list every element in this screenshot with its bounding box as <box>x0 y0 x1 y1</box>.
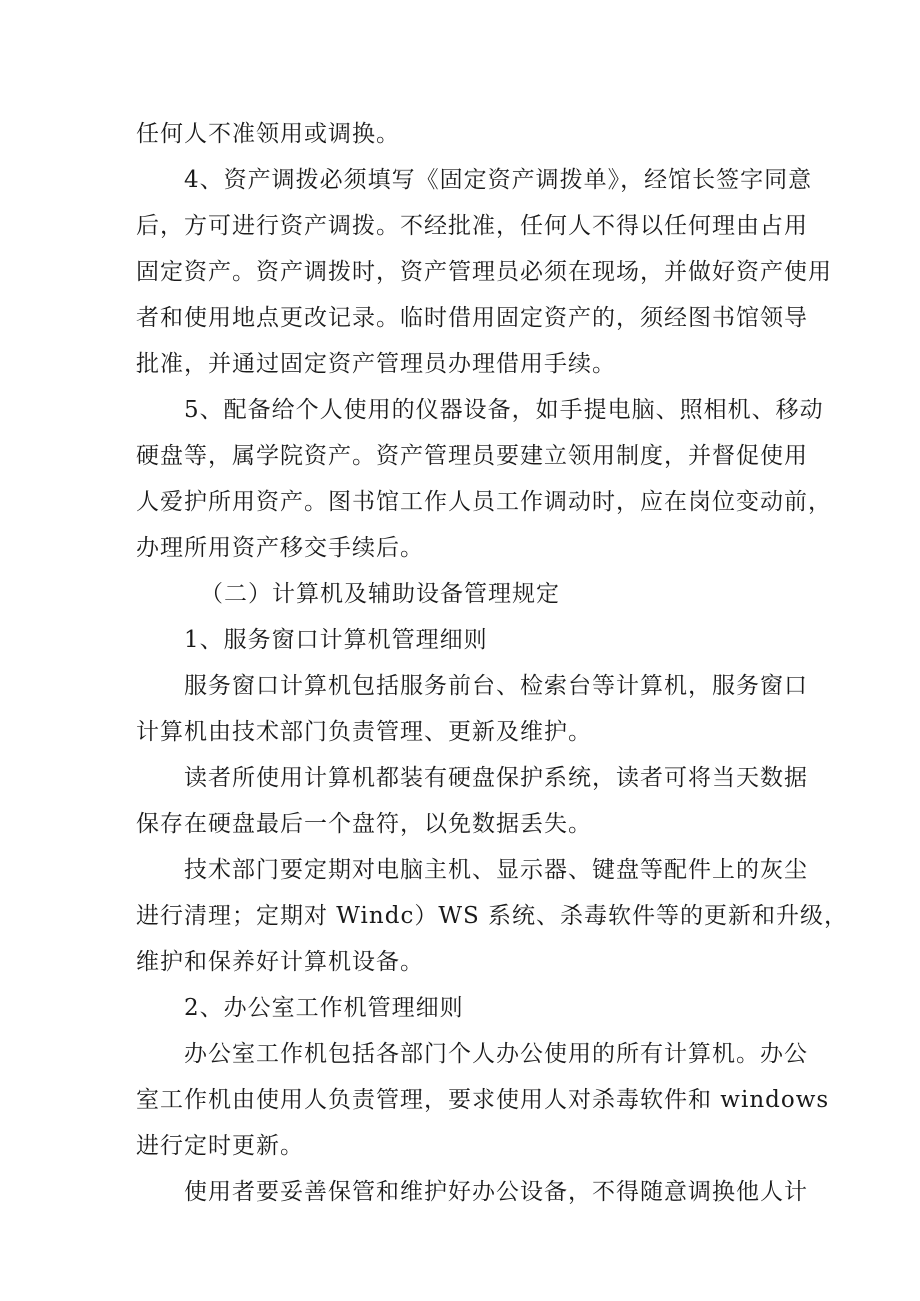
subsection-heading: 2、办公室工作机管理细则 <box>184 995 464 1021</box>
text-line: 进行定时更新。 <box>136 1133 304 1159</box>
text-line: 技术部门要定期对电脑主机、显示器、键盘等配件上的灰尘 <box>184 857 808 883</box>
text-line: 办公室工作机包括各部门个人办公使用的所有计算机。办公 <box>184 1041 808 1067</box>
text-line: 任何人不准领用或调换。 <box>136 121 400 147</box>
text-line: 后，方可进行资产调拨。不经批准，任何人不得以任何理由占用 <box>136 213 808 239</box>
text-line: 保存在硬盘最后一个盘符，以免数据丢失。 <box>136 811 592 837</box>
text-line: 硬盘等，属学院资产。资产管理员要建立领用制度，并督促使用 <box>136 443 808 469</box>
text-line: 进行清理；定期对 Windc）WS 系统、杀毒软件等的更新和升级， <box>136 903 849 929</box>
text-line: 室工作机由使用人负责管理，要求使用人对杀毒软件和 windows <box>136 1087 830 1113</box>
text-line: 者和使用地点更改记录。临时借用固定资产的，须经图书馆领导 <box>136 305 808 331</box>
text-line: 读者所使用计算机都装有硬盘保护系统，读者可将当天数据 <box>184 765 808 791</box>
text-line: 使用者要妥善保管和维护好办公设备，不得随意调换他人计 <box>184 1179 808 1205</box>
text-line: 4、资产调拨必须填写《固定资产调拨单》，经馆长签字同意 <box>184 167 813 193</box>
text-line: 固定资产。资产调拨时，资产管理员必须在现场，并做好资产使用 <box>136 259 832 285</box>
text-line: 批准，并通过固定资产管理员办理借用手续。 <box>136 351 616 377</box>
text-line: 计算机由技术部门负责管理、更新及维护。 <box>136 719 592 745</box>
subsection-heading: 1、服务窗口计算机管理细则 <box>184 627 488 653</box>
text-line: 维护和保养好计算机设备。 <box>136 949 424 975</box>
section-heading: （二）计算机及辅助设备管理规定 <box>200 581 560 607</box>
text-line: 5、配备给个人使用的仪器设备，如手提电脑、照相机、移动 <box>184 397 824 423</box>
text-line: 办理所用资产移交手续后。 <box>136 535 424 561</box>
text-line: 服务窗口计算机包括服务前台、检索台等计算机，服务窗口 <box>184 673 808 699</box>
text-line: 人爱护所用资产。图书馆工作人员工作调动时，应在岗位变动前， <box>136 489 832 515</box>
